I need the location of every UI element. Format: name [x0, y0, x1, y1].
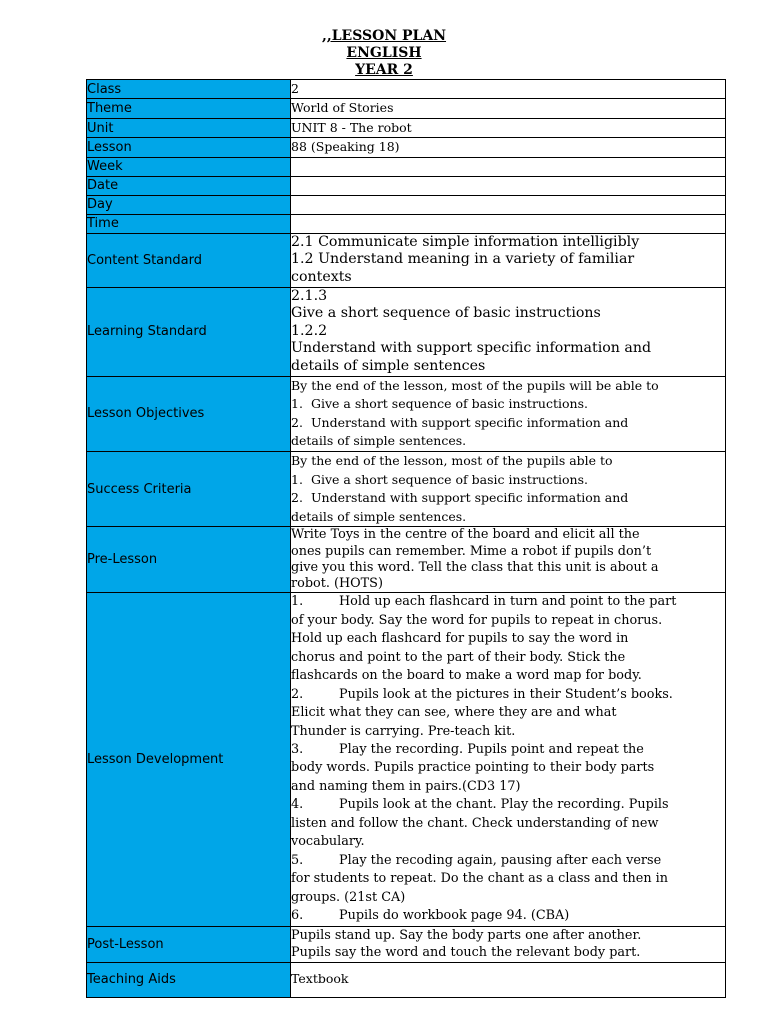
label-day: Day	[87, 195, 291, 214]
label-date: Date	[87, 176, 291, 195]
row-theme	[87, 99, 726, 118]
label-class: Class	[87, 80, 291, 99]
value-pre-lesson	[291, 527, 726, 593]
development-step-line: Hold up each flashcard for pupils to say the word in	[291, 631, 629, 647]
criteria-item-continuation: details of simple sentences.	[291, 508, 467, 524]
heading-lesson-plan: ,,LESSON PLAN	[321, 28, 447, 44]
value-teaching-aids: Textbook	[291, 962, 726, 997]
label-theme: Theme	[87, 99, 291, 118]
post-lesson-line: Pupils stand up. Say the body parts one after another.	[291, 927, 642, 943]
development-step: 2. Pupils look at the pictures in their Student’s books.	[291, 686, 673, 702]
development-step-line: chorus and point to the part of their body. Stick the	[291, 649, 626, 665]
objective-item: 1. Give a short sequence of basic instructions.	[291, 396, 588, 412]
development-step-line: for students to repeat. Do the chant as a class and then in	[291, 871, 668, 887]
heading-subject: ENGLISH	[346, 45, 422, 61]
lesson-plan-table	[86, 79, 726, 998]
learning-standard-line: details of simple sentences	[291, 358, 486, 374]
learning-standard-line: Understand with support specific information and	[291, 340, 652, 357]
row-unit	[87, 118, 726, 137]
post-lesson-line: Pupils say the word and touch the relevant body part.	[291, 945, 641, 960]
development-step-line: Thunder is carrying. Pre-teach kit.	[291, 723, 516, 739]
label-unit: Unit	[87, 118, 291, 137]
label-success-criteria: Success Criteria	[87, 451, 291, 526]
objective-item-continuation: details of simple sentences.	[291, 433, 467, 449]
development-step-line: vocabulary.	[291, 834, 365, 850]
row-success-criteria	[87, 451, 726, 526]
row-lesson-objectives	[87, 376, 726, 451]
development-step-line: listen and follow the chant. Check understanding of new	[291, 815, 659, 831]
development-step-line: flashcards on the board to make a word map for body.	[291, 668, 642, 684]
value-class: 2	[291, 80, 726, 99]
pre-lesson-line: ones pupils can remember. Mime a robot if pupils don’t	[291, 543, 652, 559]
row-content-standard	[87, 233, 726, 287]
value-learning-standard	[291, 287, 726, 376]
label-lesson-objectives: Lesson Objectives	[87, 376, 291, 451]
content-standard-line: 2.1 Communicate simple information intelligibly	[291, 233, 640, 250]
row-week	[87, 157, 726, 176]
development-step-line: body words. Pupils practice pointing to their body parts	[291, 760, 655, 776]
label-learning-standard: Learning Standard	[87, 287, 291, 376]
row-learning-standard	[87, 287, 726, 376]
row-teaching-aids	[87, 962, 726, 997]
row-lesson	[87, 138, 726, 157]
document-heading	[0, 28, 768, 79]
label-week: Week	[87, 157, 291, 176]
value-date	[291, 176, 726, 195]
row-pre-lesson	[87, 527, 726, 593]
value-lesson-objectives	[291, 376, 726, 451]
row-lesson-development	[87, 593, 726, 926]
development-step-line: of your body. Say the word for pupils to repeat in chorus.	[291, 612, 663, 628]
development-step: 4. Pupils look at the chant. Play the recording. Pupils	[291, 797, 669, 813]
value-success-criteria	[291, 451, 726, 526]
pre-lesson-line: give you this word. Tell the class that this unit is about a	[291, 559, 659, 575]
development-step: 6. Pupils do workbook page 94. (CBA)	[291, 908, 570, 924]
criteria-intro: By the end of the lesson, most of the pupils able to	[291, 452, 613, 468]
value-time	[291, 214, 726, 233]
row-class	[87, 80, 726, 99]
criteria-item: 2. Understand with support specific information and	[291, 490, 629, 506]
value-day	[291, 195, 726, 214]
row-date	[87, 176, 726, 195]
development-step-line: groups. (21st CA)	[291, 889, 406, 905]
value-week	[291, 157, 726, 176]
value-lesson-development	[291, 593, 726, 926]
content-standard-line: contexts	[291, 268, 352, 285]
content-standard-line: 1.2 Understand meaning in a variety of familiar	[291, 251, 635, 268]
criteria-item: 1. Give a short sequence of basic instructions.	[291, 471, 588, 487]
label-time: Time	[87, 214, 291, 233]
row-post-lesson	[87, 926, 726, 962]
row-time	[87, 214, 726, 233]
value-post-lesson	[291, 926, 726, 962]
label-lesson: Lesson	[87, 138, 291, 157]
label-post-lesson: Post-Lesson	[87, 926, 291, 962]
learning-standard-line: 2.1.3	[291, 287, 328, 304]
label-pre-lesson: Pre-Lesson	[87, 527, 291, 593]
label-content-standard: Content Standard	[87, 233, 291, 287]
heading-year: YEAR 2	[355, 62, 413, 78]
development-step: 5. Play the recoding again, pausing after each verse	[291, 852, 662, 868]
label-teaching-aids: Teaching Aids	[87, 962, 291, 997]
development-step-line: and naming them in pairs.(CD3 17)	[291, 778, 521, 794]
development-step: 3. Play the recording. Pupils point and repeat the	[291, 741, 644, 757]
objectives-intro: By the end of the lesson, most of the pupils will be able to	[291, 377, 659, 393]
learning-standard-line: 1.2.2	[291, 322, 328, 339]
objective-item: 2. Understand with support specific information and	[291, 414, 629, 430]
pre-lesson-line: robot. (HOTS)	[291, 576, 383, 592]
value-unit: UNIT 8 - The robot	[291, 118, 726, 137]
value-lesson: 88 (Speaking 18)	[291, 138, 726, 157]
value-content-standard	[291, 233, 726, 287]
development-step-line: Elicit what they can see, where they are and what	[291, 705, 617, 721]
label-lesson-development: Lesson Development	[87, 593, 291, 926]
row-day	[87, 195, 726, 214]
value-theme: World of Stories	[291, 99, 726, 118]
development-step: 1. Hold up each flashcard in turn and point to the part	[291, 594, 677, 610]
pre-lesson-line: Write Toys in the centre of the board and elicit all the	[291, 527, 640, 543]
learning-standard-line: Give a short sequence of basic instructions	[291, 305, 601, 322]
